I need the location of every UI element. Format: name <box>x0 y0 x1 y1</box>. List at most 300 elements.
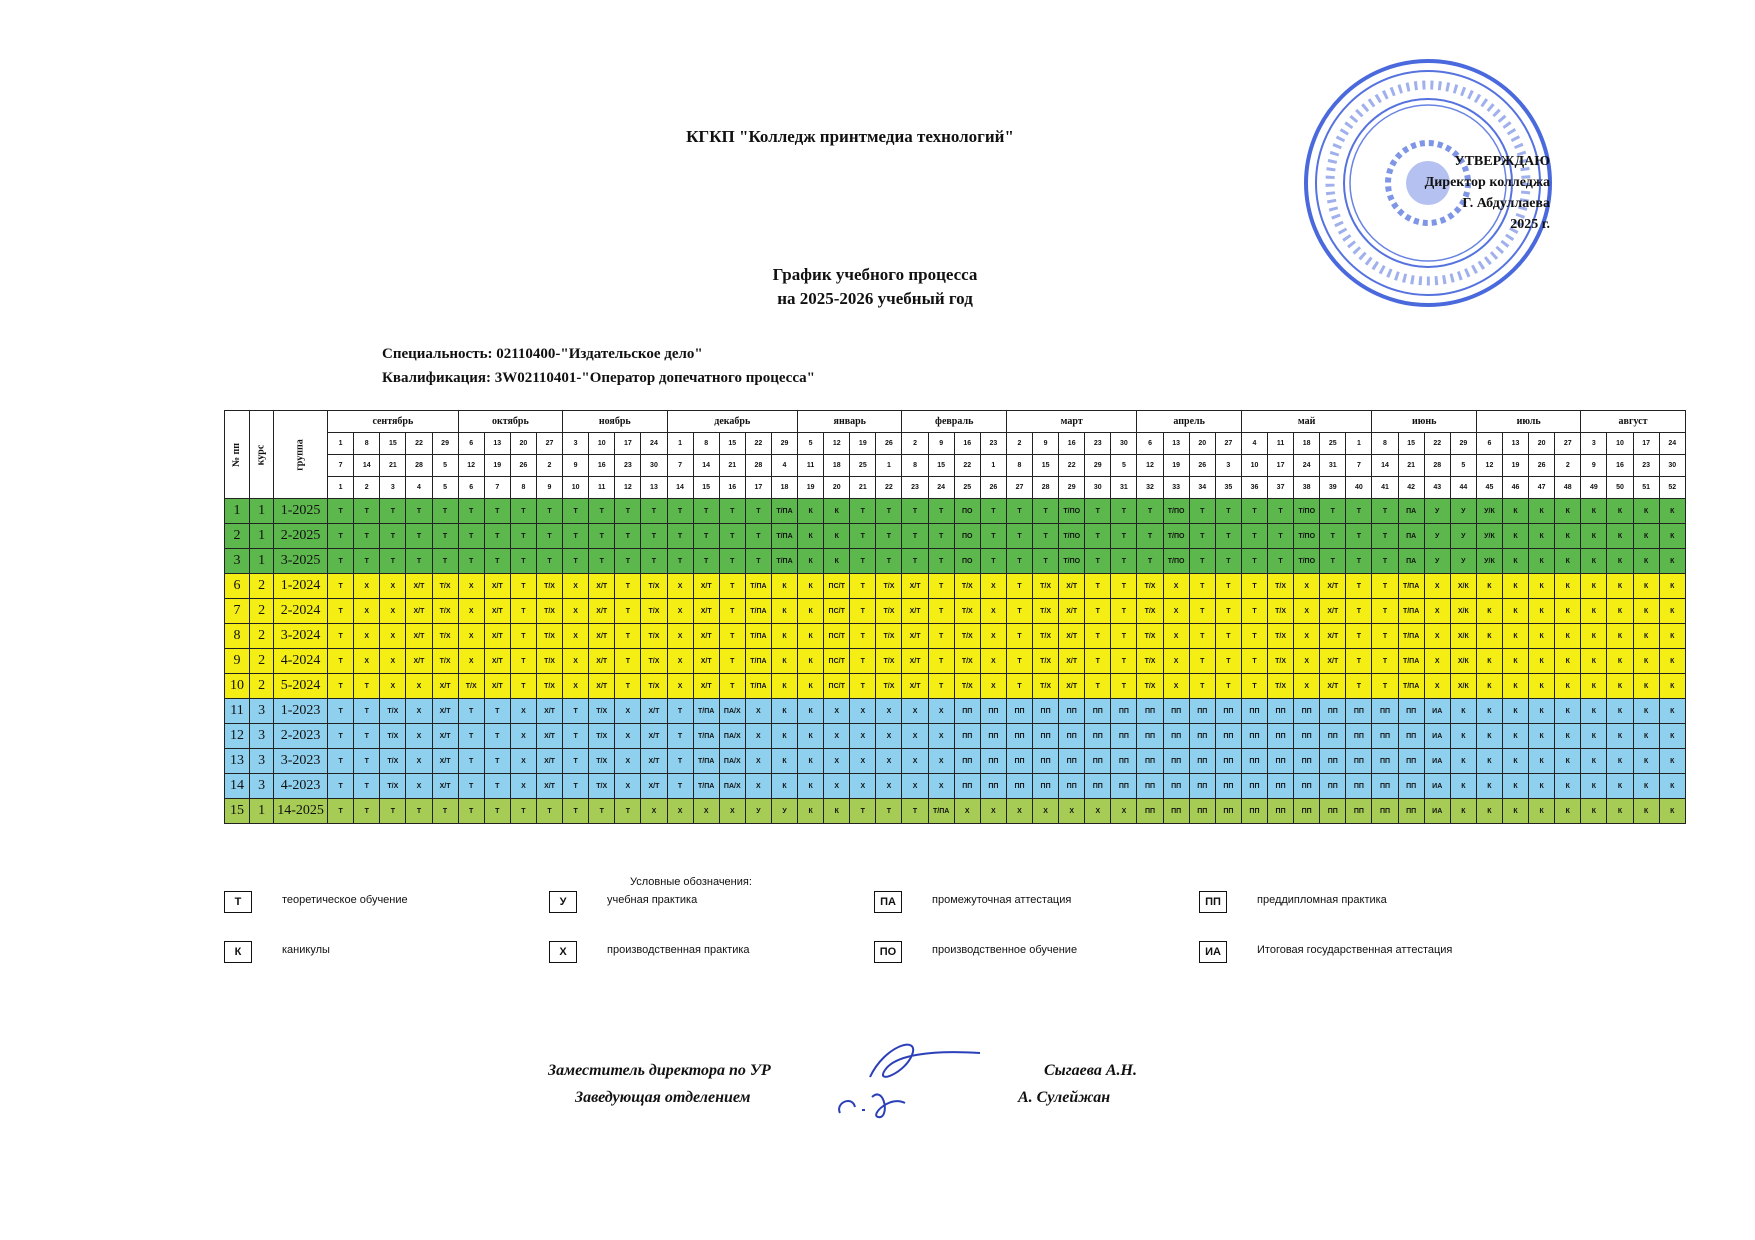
schedule-cell: ПП <box>1085 774 1111 799</box>
week-start-cell: 3 <box>1581 433 1607 455</box>
schedule-cell: ПП <box>1268 749 1294 774</box>
week-end-cell: 5 <box>1450 455 1476 477</box>
schedule-cell: Т <box>850 499 876 524</box>
schedule-cell: Т <box>1320 499 1346 524</box>
week-end-cell: 23 <box>1633 455 1659 477</box>
schedule-cell: Т <box>1320 549 1346 574</box>
legend-code: ПО <box>874 941 902 963</box>
week-end-cell: 15 <box>1033 455 1059 477</box>
schedule-cell: Т <box>1006 599 1032 624</box>
schedule-cell: Х <box>719 799 745 824</box>
schedule-cell: Х/Т <box>536 749 562 774</box>
schedule-cell: Х/Т <box>484 624 510 649</box>
week-num-cell: 38 <box>1294 477 1320 499</box>
schedule-cell: Х <box>1006 799 1032 824</box>
header-no-label: № пп <box>231 442 243 467</box>
week-start-cell: 1 <box>667 433 693 455</box>
schedule-cell: ПП <box>1346 774 1372 799</box>
schedule-cell: Т/Х <box>1268 624 1294 649</box>
schedule-cell: К <box>798 649 824 674</box>
schedule-cell: Т/Х <box>536 624 562 649</box>
legend-description: производственное обучение <box>932 944 1078 956</box>
schedule-cell: Т <box>536 524 562 549</box>
schedule-cell: Т/Х <box>1137 649 1163 674</box>
month-header: ноябрь <box>563 411 667 433</box>
schedule-cell: ПП <box>1241 724 1267 749</box>
schedule-cell: Т <box>667 524 693 549</box>
schedule-cell: Т <box>432 549 458 574</box>
schedule-cell: Т <box>615 549 641 574</box>
schedule-cell: К <box>1503 499 1529 524</box>
schedule-cell: Т <box>536 499 562 524</box>
schedule-cell: Х <box>824 724 850 749</box>
schedule-cell: ПП <box>1241 699 1267 724</box>
schedule-cell: Т <box>406 549 432 574</box>
schedule-cell: Т <box>1372 674 1398 699</box>
schedule-cell: Т <box>1006 499 1032 524</box>
schedule-cell: К <box>1633 799 1659 824</box>
schedule-cell: ПП <box>1372 799 1398 824</box>
schedule-cell: Т <box>536 799 562 824</box>
schedule-cell: Х/Т <box>902 674 928 699</box>
schedule-cell: Х <box>510 699 536 724</box>
schedule-cell: ПП <box>1241 799 1267 824</box>
schedule-cell: К <box>1659 649 1685 674</box>
week-end-cell: 19 <box>484 455 510 477</box>
schedule-cell: К <box>1659 699 1685 724</box>
schedule-cell: ПП <box>1085 749 1111 774</box>
schedule-cell: Т <box>1346 599 1372 624</box>
schedule-cell: Х/Т <box>432 674 458 699</box>
schedule-cell: Х <box>510 749 536 774</box>
schedule-cell: Т <box>1241 524 1267 549</box>
schedule-cell: Х/Т <box>406 649 432 674</box>
week-start-cell: 29 <box>1450 433 1476 455</box>
week-start-cell: 3 <box>563 433 589 455</box>
schedule-cell: Х <box>1111 799 1137 824</box>
week-start-cell: 4 <box>1241 433 1267 455</box>
schedule-cell: Х/Т <box>641 724 667 749</box>
schedule-cell: К <box>1503 724 1529 749</box>
schedule-cell: Т/Х <box>1033 574 1059 599</box>
week-end-cell: 19 <box>1503 455 1529 477</box>
schedule-cell: К <box>1555 799 1581 824</box>
schedule-cell: Т <box>1189 499 1215 524</box>
schedule-cell: Т <box>563 749 589 774</box>
schedule-cell: ПП <box>954 774 980 799</box>
week-end-cell: 26 <box>1189 455 1215 477</box>
schedule-cell: К <box>1581 599 1607 624</box>
schedule-cell: Х/Т <box>1059 574 1085 599</box>
table-row <box>225 699 1686 724</box>
row-number: 15 <box>225 799 250 824</box>
schedule-cell: К <box>1555 524 1581 549</box>
schedule-cell: Х <box>563 674 589 699</box>
schedule-cell: К <box>1476 574 1502 599</box>
schedule-cell: Т <box>1215 574 1241 599</box>
schedule-cell: Т <box>641 499 667 524</box>
week-num-cell: 47 <box>1529 477 1555 499</box>
schedule-cell: ПП <box>1033 724 1059 749</box>
deputy-name: Сыгаева А.Н. <box>1044 1062 1137 1079</box>
week-start-cell: 6 <box>458 433 484 455</box>
schedule-cell: Х/Т <box>536 699 562 724</box>
schedule-cell: К <box>1659 624 1685 649</box>
week-start-cell: 24 <box>1659 433 1685 455</box>
schedule-cell: Т/Х <box>432 599 458 624</box>
schedule-cell: Т <box>1372 624 1398 649</box>
schedule-cell: Т <box>1111 649 1137 674</box>
schedule-cell: ПП <box>1085 724 1111 749</box>
schedule-cell: К <box>1607 624 1633 649</box>
schedule-cell: Т/Х <box>1137 574 1163 599</box>
schedule-cell: К <box>1476 749 1502 774</box>
schedule-cell: ПП <box>1398 799 1424 824</box>
schedule-cell: К <box>1633 749 1659 774</box>
schedule-cell: Т/Х <box>876 574 902 599</box>
schedule-cell: ПП <box>1320 799 1346 824</box>
schedule-cell: Т <box>406 799 432 824</box>
header-group <box>274 411 328 499</box>
month-header: март <box>1006 411 1137 433</box>
schedule-cell: Х/Т <box>902 649 928 674</box>
week-num-cell: 15 <box>693 477 719 499</box>
schedule-cell: Х/Т <box>432 699 458 724</box>
schedule-cell: К <box>1476 624 1502 649</box>
schedule-cell: ПП <box>1215 699 1241 724</box>
schedule-cell: Т <box>510 674 536 699</box>
row-group: 3-2023 <box>274 749 328 774</box>
week-end-cell: 30 <box>641 455 667 477</box>
schedule-cell: Т <box>1346 574 1372 599</box>
schedule-cell: Х <box>928 774 954 799</box>
week-start-cell: 1 <box>328 433 354 455</box>
schedule-cell: Х/К <box>1450 649 1476 674</box>
week-start-cell: 22 <box>1424 433 1450 455</box>
schedule-cell: Х/Т <box>589 649 615 674</box>
deputy-title: Заместитель директора по УР <box>548 1062 771 1079</box>
week-num-cell: 33 <box>1163 477 1189 499</box>
month-header: сентябрь <box>328 411 459 433</box>
schedule-cell: Т <box>1085 674 1111 699</box>
schedule-cell: Т <box>980 524 1006 549</box>
schedule-cell: Х <box>1294 674 1320 699</box>
row-group: 2-2024 <box>274 599 328 624</box>
schedule-cell: Т/Х <box>1268 674 1294 699</box>
schedule-cell: Т <box>745 524 771 549</box>
schedule-cell: Т/ПА <box>1398 674 1424 699</box>
schedule-cell: Т <box>563 724 589 749</box>
schedule-cell: К <box>771 724 797 749</box>
schedule-cell: Т <box>1085 624 1111 649</box>
schedule-cell: Т <box>1215 549 1241 574</box>
schedule-cell: Т/ПА <box>693 724 719 749</box>
schedule-cell: У <box>1450 524 1476 549</box>
schedule-cell: К <box>771 649 797 674</box>
schedule-cell: ПА/Х <box>719 699 745 724</box>
week-num-cell: 49 <box>1581 477 1607 499</box>
schedule-cell: ПП <box>1111 749 1137 774</box>
schedule-cell: К <box>1659 574 1685 599</box>
schedule-cell: Т <box>458 549 484 574</box>
legend-description: Итоговая государственная аттестация <box>1257 944 1453 956</box>
schedule-cell: Т <box>1241 649 1267 674</box>
week-start-cell: 22 <box>745 433 771 455</box>
schedule-cell: Т <box>1241 549 1267 574</box>
schedule-cell: ПП <box>1215 724 1241 749</box>
week-end-cell: 12 <box>458 455 484 477</box>
schedule-cell: Х/Т <box>1059 599 1085 624</box>
schedule-cell: Х/Т <box>484 649 510 674</box>
schedule-cell: Т <box>328 774 354 799</box>
schedule-cell: Т <box>719 599 745 624</box>
schedule-cell: Т <box>1346 549 1372 574</box>
schedule-cell: Т <box>484 774 510 799</box>
week-num-cell: 2 <box>354 477 380 499</box>
schedule-cell: К <box>798 599 824 624</box>
schedule-cell: Х <box>902 699 928 724</box>
schedule-cell: Т/ПА <box>693 774 719 799</box>
week-num-cell: 52 <box>1659 477 1685 499</box>
row-group: 1-2025 <box>274 499 328 524</box>
schedule-cell: Х <box>458 649 484 674</box>
schedule-cell: Т <box>928 674 954 699</box>
schedule-cell: К <box>1529 699 1555 724</box>
month-header: октябрь <box>458 411 562 433</box>
schedule-cell: У <box>745 799 771 824</box>
schedule-cell: ПП <box>1163 774 1189 799</box>
month-header: май <box>1241 411 1372 433</box>
week-end-cell: 2 <box>536 455 562 477</box>
month-header: январь <box>798 411 902 433</box>
legend-caption: Условные обозначения: <box>630 876 752 888</box>
schedule-cell: Т <box>1372 549 1398 574</box>
schedule-cell: Х/Т <box>693 649 719 674</box>
schedule-cell: Т <box>1241 599 1267 624</box>
schedule-cell: Х <box>1163 574 1189 599</box>
schedule-cell: ПП <box>1059 774 1085 799</box>
schedule-cell: ПП <box>1372 699 1398 724</box>
schedule-cell: Т/Х <box>954 674 980 699</box>
schedule-cell: Х/Т <box>641 749 667 774</box>
schedule-cell: Х/Т <box>1320 624 1346 649</box>
schedule-cell: Т/ПА <box>1398 624 1424 649</box>
schedule-cell: Т/ПО <box>1294 499 1320 524</box>
schedule-cell: Х/Т <box>902 574 928 599</box>
schedule-cell: Т <box>850 549 876 574</box>
schedule-cell: Х/Т <box>536 724 562 749</box>
schedule-cell: Х/Т <box>432 749 458 774</box>
schedule-cell: Т <box>1033 499 1059 524</box>
week-end-cell: 30 <box>1659 455 1685 477</box>
week-num-cell: 40 <box>1346 477 1372 499</box>
row-course: 2 <box>250 624 274 649</box>
table-row <box>225 799 1686 824</box>
schedule-cell: Х <box>354 574 380 599</box>
row-course: 1 <box>250 799 274 824</box>
week-num-cell: 13 <box>641 477 667 499</box>
schedule-cell: Т <box>328 674 354 699</box>
schedule-cell: Т <box>902 799 928 824</box>
week-end-cell: 1 <box>980 455 1006 477</box>
schedule-cell: К <box>1555 499 1581 524</box>
legend-code: Х <box>549 941 577 963</box>
schedule-cell: К <box>824 524 850 549</box>
schedule-cell: К <box>1633 649 1659 674</box>
schedule-cell: Х <box>876 699 902 724</box>
schedule-cell: Т <box>510 524 536 549</box>
schedule-cell: Х/Т <box>902 599 928 624</box>
schedule-cell: Т <box>328 699 354 724</box>
week-start-cell: 23 <box>980 433 1006 455</box>
schedule-cell: К <box>1633 699 1659 724</box>
week-num-cell: 12 <box>615 477 641 499</box>
week-num-cell: 16 <box>719 477 745 499</box>
schedule-cell: К <box>1503 624 1529 649</box>
schedule-cell: Т <box>328 724 354 749</box>
row-course: 1 <box>250 549 274 574</box>
schedule-cell: Х/Т <box>589 624 615 649</box>
week-end-cell: 14 <box>354 455 380 477</box>
week-end-cell: 1 <box>876 455 902 477</box>
schedule-cell: ПП <box>1268 699 1294 724</box>
schedule-cell: Т <box>458 499 484 524</box>
schedule-cell: ПП <box>1268 724 1294 749</box>
week-num-cell: 10 <box>563 477 589 499</box>
schedule-cell: Х <box>667 649 693 674</box>
week-start-cell: 20 <box>510 433 536 455</box>
week-num-cell: 48 <box>1555 477 1581 499</box>
schedule-cell: У <box>771 799 797 824</box>
schedule-cell: К <box>1555 699 1581 724</box>
schedule-cell: К <box>1581 524 1607 549</box>
schedule-cell: К <box>771 574 797 599</box>
schedule-cell: Т <box>589 549 615 574</box>
schedule-cell: Т <box>328 799 354 824</box>
week-num-cell: 14 <box>667 477 693 499</box>
week-num-cell: 6 <box>458 477 484 499</box>
schedule-cell: Х/Т <box>1059 674 1085 699</box>
row-number: 8 <box>225 624 250 649</box>
schedule-cell: К <box>1607 699 1633 724</box>
schedule-cell: Т <box>667 774 693 799</box>
row-course: 1 <box>250 524 274 549</box>
schedule-cell: Т <box>850 574 876 599</box>
schedule-cell: Х/Т <box>484 599 510 624</box>
schedule-cell: Т <box>354 699 380 724</box>
week-num-cell: 7 <box>484 477 510 499</box>
schedule-cell: ПП <box>1294 799 1320 824</box>
week-num-cell: 3 <box>380 477 406 499</box>
week-num-cell: 8 <box>510 477 536 499</box>
schedule-cell: К <box>798 699 824 724</box>
row-group: 1-2023 <box>274 699 328 724</box>
schedule-cell: Х/Т <box>641 699 667 724</box>
schedule-cell: ПП <box>1033 774 1059 799</box>
schedule-cell: ИА <box>1424 699 1450 724</box>
week-num-cell: 42 <box>1398 477 1424 499</box>
schedule-cell: У/К <box>1476 524 1502 549</box>
schedule-cell: Т <box>1372 524 1398 549</box>
schedule-cell: ПП <box>1346 799 1372 824</box>
schedule-cell: ПП <box>1398 774 1424 799</box>
schedule-cell: К <box>1581 774 1607 799</box>
schedule-cell: ПС/Т <box>824 624 850 649</box>
schedule-cell: Т/Х <box>641 574 667 599</box>
week-end-cell: 8 <box>1006 455 1032 477</box>
schedule-cell: Т <box>510 549 536 574</box>
schedule-cell: Т <box>1215 674 1241 699</box>
schedule-cell: ПП <box>1163 699 1189 724</box>
schedule-cell: Х <box>380 674 406 699</box>
week-start-cell: 5 <box>798 433 824 455</box>
schedule-cell: К <box>1529 724 1555 749</box>
table-row <box>225 624 1686 649</box>
schedule-cell: Т/Х <box>536 599 562 624</box>
schedule-cell: Т/Х <box>641 649 667 674</box>
schedule-cell: К <box>1659 549 1685 574</box>
document-title <box>560 263 1190 311</box>
schedule-cell: Х <box>667 599 693 624</box>
schedule-cell: К <box>1555 774 1581 799</box>
schedule-cell: К <box>798 749 824 774</box>
row-group: 1-2024 <box>274 574 328 599</box>
schedule-cell: Т <box>1346 674 1372 699</box>
schedule-cell: ПП <box>1059 724 1085 749</box>
schedule-cell: ПП <box>1137 774 1163 799</box>
schedule-cell: Т/Х <box>432 624 458 649</box>
schedule-cell: К <box>1659 774 1685 799</box>
schedule-cell: К <box>771 699 797 724</box>
schedule-cell: У <box>1424 499 1450 524</box>
schedule-cell: Х <box>980 799 1006 824</box>
schedule-cell: К <box>1503 774 1529 799</box>
schedule-cell: ПА <box>1398 549 1424 574</box>
schedule-cell: ПП <box>1372 749 1398 774</box>
week-num-cell: 26 <box>980 477 1006 499</box>
schedule-cell: К <box>1503 674 1529 699</box>
schedule-cell: Т <box>615 599 641 624</box>
schedule-cell: Х/Т <box>589 574 615 599</box>
schedule-cell: Т <box>1189 549 1215 574</box>
schedule-cell: Т <box>1111 549 1137 574</box>
approve-line-4: 2025 г. <box>1510 217 1550 232</box>
schedule-cell: Т <box>328 749 354 774</box>
schedule-cell: Т <box>432 524 458 549</box>
schedule-cell: К <box>1529 574 1555 599</box>
schedule-cell: Х <box>406 674 432 699</box>
schedule-cell: Х <box>667 799 693 824</box>
table-row <box>225 499 1686 524</box>
legend-code: ПП <box>1199 891 1227 913</box>
week-end-cell: 14 <box>1372 455 1398 477</box>
week-end-cell: 9 <box>563 455 589 477</box>
schedule-cell: Х <box>1424 624 1450 649</box>
week-end-cell: 10 <box>1241 455 1267 477</box>
week-num-cell: 39 <box>1320 477 1346 499</box>
schedule-cell: Т <box>1346 499 1372 524</box>
schedule-cell: К <box>1529 774 1555 799</box>
week-num-cell: 1 <box>328 477 354 499</box>
schedule-cell: Т <box>563 549 589 574</box>
schedule-cell: Т/Х <box>1268 649 1294 674</box>
week-end-cell: 12 <box>1476 455 1502 477</box>
schedule-cell: ПП <box>980 699 1006 724</box>
schedule-cell: Х <box>406 749 432 774</box>
schedule-cell: Х <box>902 749 928 774</box>
schedule-cell: ПП <box>1033 749 1059 774</box>
week-start-cell: 10 <box>589 433 615 455</box>
